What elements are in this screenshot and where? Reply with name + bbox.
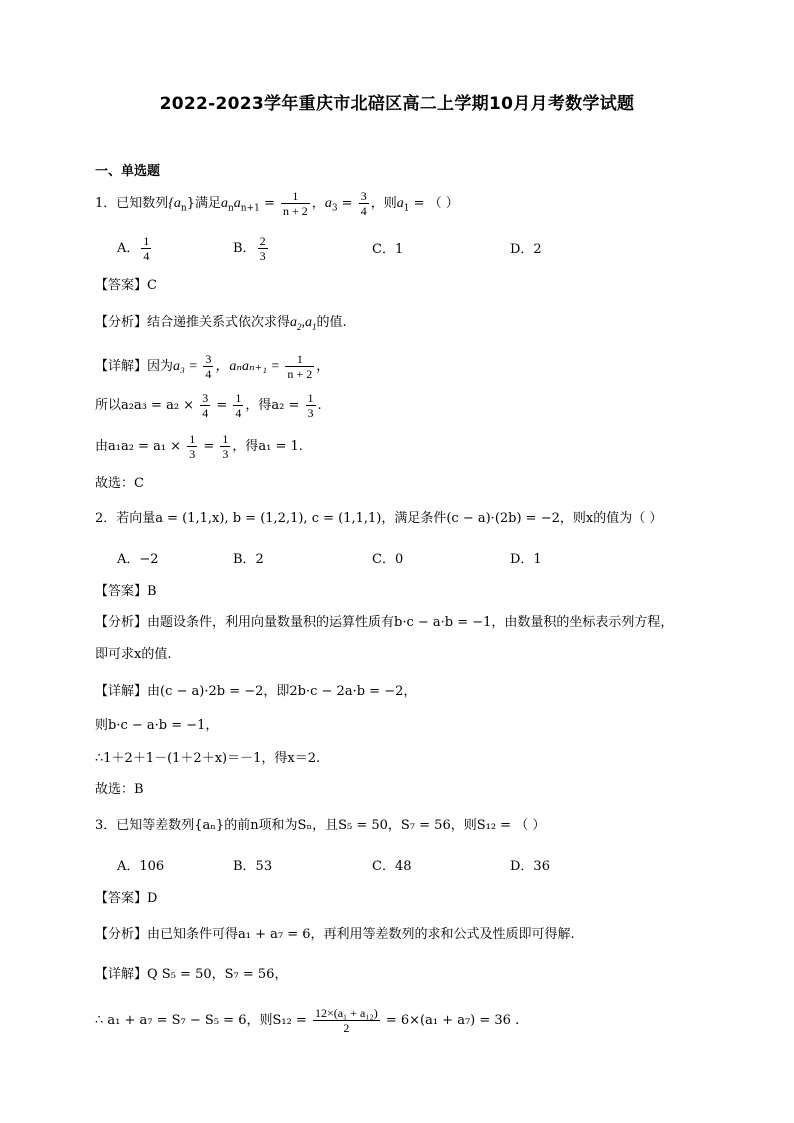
q1-fraction-1 xyxy=(281,189,310,218)
q1-stem xyxy=(95,189,734,219)
detail-tag: 【详解】 xyxy=(95,967,148,982)
q1-detail2-frac3 xyxy=(306,391,316,420)
q1-option-a-label: A． xyxy=(117,241,140,256)
q1-stem-text-c: ，则 xyxy=(370,196,397,211)
answer-tag: 【答案】 xyxy=(95,278,148,293)
q3-detail2-num: 12×(a₁ + a₁₂) xyxy=(314,1006,378,1020)
q1-detail3-frac2 xyxy=(220,432,230,461)
q1-option-b-num: 2 xyxy=(259,234,266,248)
q3-detail2-frac xyxy=(313,1006,380,1035)
q2-detail1-text: 由(c − a)·2b = −2，即2b·c − 2a·b = −2， xyxy=(147,684,417,699)
q2-detail-2: 则b·c − a·b = −1， xyxy=(95,718,219,733)
q1-analysis-var-a: a xyxy=(290,315,298,330)
q1-option-a xyxy=(117,234,153,263)
q3-option-b: B．53 xyxy=(233,859,273,874)
q1-option-b xyxy=(233,234,270,263)
q3-option-c: C．48 xyxy=(372,859,412,874)
q1-detail2-den2: 4 xyxy=(235,406,242,420)
q1-detail1-text: 因为 xyxy=(147,359,174,374)
q1-fraction-2 xyxy=(359,189,369,218)
q1-rel-a: a xyxy=(220,196,228,211)
analysis-tag: 【分析】 xyxy=(95,615,148,630)
q1-detail-3 xyxy=(95,432,734,461)
q1-detail3-text: 由a₁a₂ = a₁ × xyxy=(95,439,186,454)
q1-detail2-num2: 1 xyxy=(235,391,242,405)
q1-answer-value: C xyxy=(147,278,157,293)
q1-detail3-end: ，得a₁ = 1. xyxy=(232,439,303,454)
q1-detail3-den2: 3 xyxy=(222,447,229,461)
q3-detail2-end: = 6×(a₁ + a₇) = 36 . xyxy=(381,1013,520,1028)
q1-detail-1 xyxy=(95,352,734,381)
q1-option-a-den: 4 xyxy=(143,249,150,263)
q1-stem-text: 1．已知数列 xyxy=(95,196,169,211)
q1-a1-sub: 1 xyxy=(403,203,410,214)
q1-a1: a xyxy=(396,196,404,211)
q1-frac2-num: 3 xyxy=(360,189,367,203)
q1-frac2-den: 4 xyxy=(360,204,367,218)
q2-option-b: B．2 xyxy=(233,552,264,567)
q2-answer-value: B xyxy=(147,584,157,599)
q2-analysis-2: 即可求x的值. xyxy=(95,647,172,662)
q1-detail2-frac xyxy=(200,391,210,420)
q2-option-d: D．1 xyxy=(510,552,542,567)
q2-conclusion: 故选：B xyxy=(95,782,144,797)
q1-frac1-num: 1 xyxy=(281,189,310,204)
q3-stem: 3．已知等差数列{aₙ}的前n项和为Sₙ，且S₅ = 50，S₇ = 56，则S₁₂ = （ ） xyxy=(95,818,546,833)
q1-analysis-text: 结合递推关系式依次求得 xyxy=(147,315,291,330)
q3-detail-1 xyxy=(95,965,734,985)
q1-option-c: C．1 xyxy=(372,242,404,257)
q1-detail1-eq: a₃ = xyxy=(173,359,202,374)
q3-analysis xyxy=(95,925,734,945)
q1-detail2-eq: = xyxy=(212,398,232,413)
q1-detail1-rel: ₙaₙ₊₁ = xyxy=(236,359,284,374)
q1-conclusion: 故选：C xyxy=(95,476,144,491)
q1-detail2-end: . xyxy=(317,398,322,413)
q3-detail2-den: 2 xyxy=(343,1021,350,1035)
q1-eq2: = xyxy=(337,196,357,211)
q1-option-b-den: 3 xyxy=(259,249,266,263)
q1-detail2-den: 4 xyxy=(202,406,209,420)
q1-rel-sub2: n+1 xyxy=(240,203,260,214)
q1-detail3-frac xyxy=(187,432,197,461)
q2-option-c: C．0 xyxy=(372,552,404,567)
q1-detail2-mid: ，得a₂ = xyxy=(245,398,304,413)
q3-option-d: D．36 xyxy=(510,859,550,874)
q3-option-a: A．106 xyxy=(117,859,165,874)
q1-option-b-label: B． xyxy=(233,241,256,256)
q2-option-a: A．−2 xyxy=(117,552,159,567)
answer-tag: 【答案】 xyxy=(95,584,148,599)
q3-answer-value: D xyxy=(147,891,158,906)
q1-option-d: D．2 xyxy=(510,242,542,257)
q1-detail1-den2: n + 2 xyxy=(287,367,313,381)
q1-option-a-num: 1 xyxy=(143,234,150,248)
q1-stem-text-d: = （ ） xyxy=(409,196,459,211)
q1-option-b-fraction xyxy=(258,234,268,263)
q1-analysis-vars: $a_2,a_1$ xyxy=(290,315,317,332)
q1-analysis-end: 的值. xyxy=(316,315,347,330)
q1-a3: a xyxy=(324,196,332,211)
q1-detail1-frac2 xyxy=(285,352,314,381)
q1-detail2-num3: 1 xyxy=(307,391,314,405)
q3-analysis-text: 由已知条件可得a₁ + a₇ = 6，再利用等差数列的求和公式及性质即可得解. xyxy=(147,927,575,942)
q1-detail1-num: 3 xyxy=(205,352,212,366)
answer-tag: 【答案】 xyxy=(95,891,148,906)
q1-detail2-text: 所以a₂a₃ = a₂ × xyxy=(95,398,199,413)
q1-detail1-num2: 1 xyxy=(285,352,314,367)
q1-analysis xyxy=(95,313,734,337)
q1-frac1-den: n + 2 xyxy=(283,204,308,218)
q1-detail1-den: 4 xyxy=(205,367,212,381)
q1-option-a-fraction xyxy=(141,234,151,263)
q1-stem-text-b: }满足 xyxy=(186,196,221,211)
q1-detail1-mid: ，a xyxy=(215,359,237,374)
q1-detail3-num: 1 xyxy=(189,432,196,446)
q1-seq-sub: n xyxy=(180,203,187,214)
q1-detail-2 xyxy=(95,391,734,420)
q2-detail-3: ∴1＋2＋1－(1＋2＋x)＝－1，得x＝2. xyxy=(95,751,321,766)
q1-comma: ， xyxy=(311,196,325,211)
q2-stem: 2．若向量a = (1,1,x), b = (1,2,1), c = (1,1,1)，满足条件(c − a)·(2b) = −2，则x的值为（ ） xyxy=(95,511,663,526)
q1-seq: {a xyxy=(168,196,181,211)
q1-detail2-num: 3 xyxy=(202,391,209,405)
detail-tag: 【详解】 xyxy=(95,359,148,374)
section-heading: 一、单选题 xyxy=(95,164,161,179)
q1-detail2-frac2 xyxy=(233,391,243,420)
analysis-tag: 【分析】 xyxy=(95,927,148,942)
detail-tag: 【详解】 xyxy=(95,684,148,699)
q1-detail1-end: ， xyxy=(316,359,330,374)
q1-detail3-num2: 1 xyxy=(222,432,229,446)
q1-detail3-den: 3 xyxy=(189,447,196,461)
analysis-tag: 【分析】 xyxy=(95,315,148,330)
q1-a3-sub: 3 xyxy=(331,203,338,214)
q2-answer xyxy=(95,582,734,602)
q1-detail1-frac xyxy=(203,352,213,381)
page-title: 2022-2023学年重庆市北碚区高二上学期10月月考数学试题 xyxy=(159,94,635,114)
q3-detail1-text: Q S₅ = 50，S₇ = 56， xyxy=(147,967,288,982)
q1-answer xyxy=(95,276,734,296)
q1-rel-a2: a xyxy=(233,196,241,211)
q3-detail2-text: ∴ a₁ + a₇ = S₇ − S₅ = 6，则S₁₂ = xyxy=(95,1013,311,1028)
q1-detail3-eq: = xyxy=(199,439,219,454)
q1-detail2-den3: 3 xyxy=(307,406,314,420)
q2-detail-1 xyxy=(95,682,734,702)
q3-answer xyxy=(95,889,734,909)
q2-analysis xyxy=(95,613,734,633)
q3-detail-2 xyxy=(95,1006,734,1035)
q1-eq: = xyxy=(259,196,280,211)
q1-rel-sub1: n xyxy=(227,203,234,214)
q2-analysis-text: 由题设条件，利用向量数量积的运算性质有b·c − a·b = −1，由数量积的坐标表示列方程， xyxy=(147,615,674,630)
